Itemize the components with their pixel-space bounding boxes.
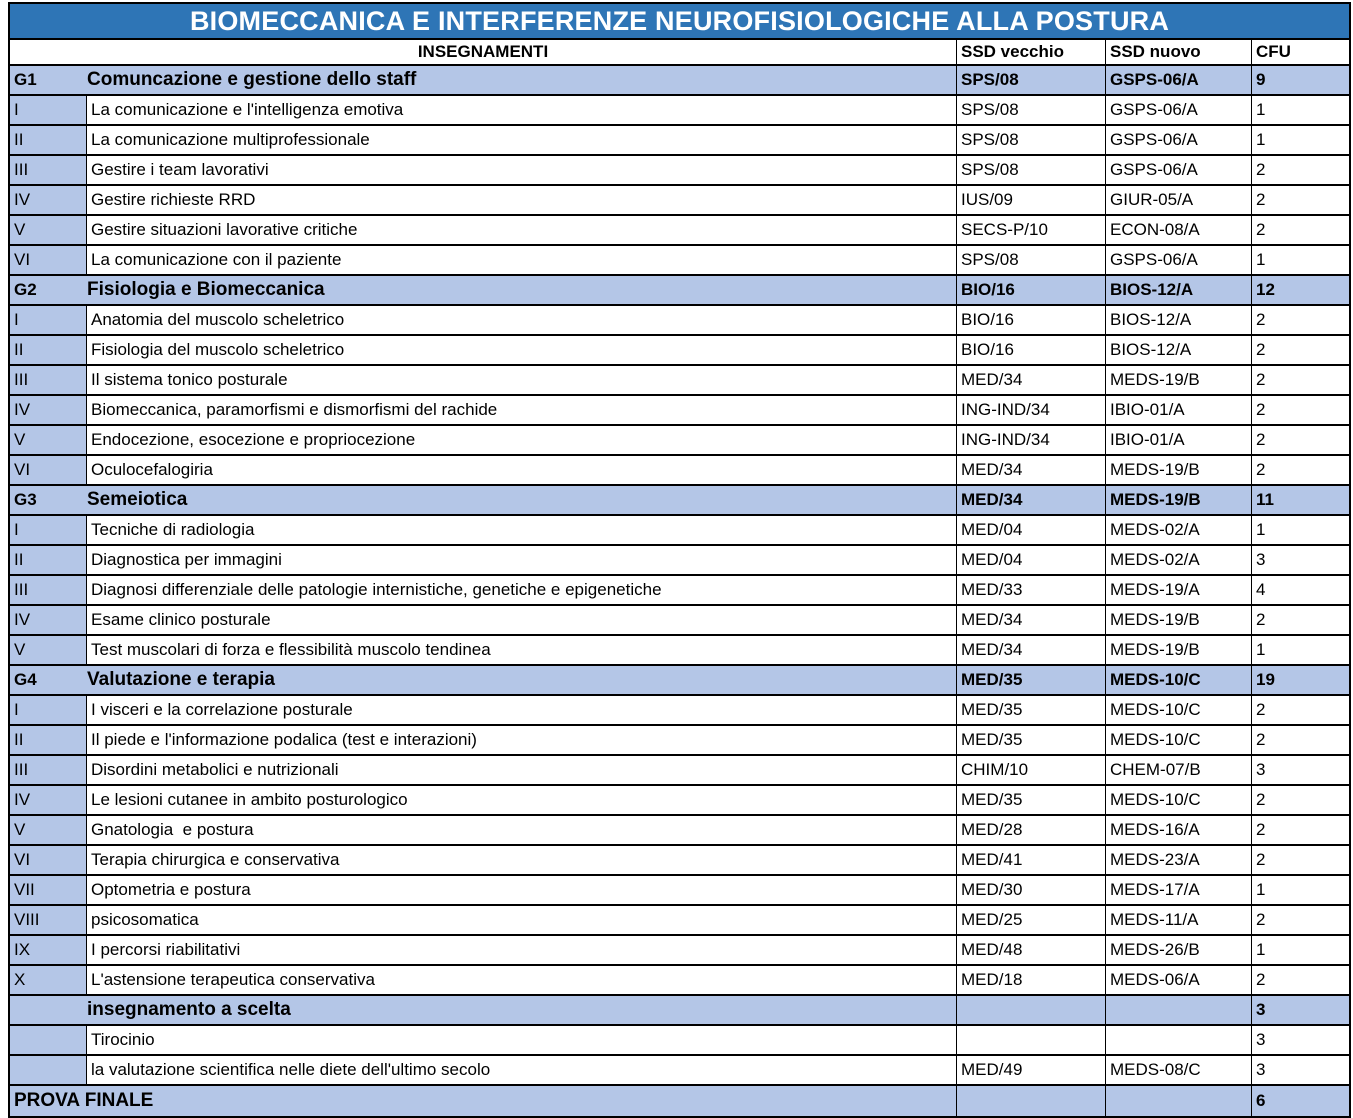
table-row-item-IV <box>10 786 1349 816</box>
ssd-nuovo-cell: MEDS-26/B <box>1106 936 1252 964</box>
ssd-nuovo-cell: MEDS-10/C <box>1106 726 1252 754</box>
course-name-cell: Test muscolari di forza e flessibilità muscolo tendinea <box>87 636 957 664</box>
ssd-nuovo-cell: MEDS-10/C <box>1106 696 1252 724</box>
row-id-cell: III <box>10 156 87 184</box>
course-name-cell: Tecniche di radiologia <box>87 516 957 544</box>
merged-name-cell <box>10 666 957 694</box>
row-id-cell: I <box>10 516 87 544</box>
ssd-vecchio-cell: MED/49 <box>957 1056 1106 1084</box>
ssd-nuovo-cell: GSPS-06/A <box>1106 246 1252 274</box>
ssd-vecchio-cell: MED/04 <box>957 516 1106 544</box>
course-name-cell: Gestire richieste RRD <box>87 186 957 214</box>
cfu-cell: 1 <box>1256 640 1266 659</box>
ssd-vecchio-cell <box>957 1086 1106 1116</box>
cfu-cell: 1 <box>1256 940 1266 959</box>
ssd-nuovo-cell: MEDS-19/B <box>1106 366 1252 394</box>
cfu-cell: 2 <box>1256 310 1266 329</box>
ssd-nuovo-cell: GSPS-06/A <box>1106 156 1252 184</box>
table-row-item-VI <box>10 246 1349 276</box>
course-name-cell: Esame clinico posturale <box>87 606 957 634</box>
row-id-cell <box>10 1056 87 1084</box>
row-id-cell: IV <box>10 786 87 814</box>
table-row-item-VII <box>10 876 1349 906</box>
cfu-cell: 11 <box>1252 486 1349 514</box>
row-id-cell: I <box>10 96 87 124</box>
course-name-cell: Endocezione, esocezione e propriocezione <box>87 426 957 454</box>
row-id-cell: I <box>10 306 87 334</box>
table-row-item-III <box>10 756 1349 786</box>
row-id-cell: III <box>10 366 87 394</box>
row-id-cell: IV <box>10 606 87 634</box>
ssd-vecchio-cell: SECS-P/10 <box>957 216 1106 244</box>
ssd-vecchio-cell: MED/18 <box>957 966 1106 994</box>
ssd-vecchio-cell: CHIM/10 <box>957 756 1106 784</box>
ssd-vecchio-cell: MED/35 <box>957 666 1106 694</box>
ssd-vecchio-cell: MED/35 <box>957 726 1106 754</box>
group-name-label: Valutazione e terapia <box>87 669 275 690</box>
ssd-vecchio-cell: ING-IND/34 <box>957 396 1106 424</box>
table-row-item-II <box>10 726 1349 756</box>
ssd-vecchio-cell: SPS/08 <box>957 246 1106 274</box>
table-row-item-I <box>10 516 1349 546</box>
course-name-cell: I percorsi riabilitativi <box>87 936 957 964</box>
table-row-item-V <box>10 636 1349 666</box>
ssd-vecchio-cell: SPS/08 <box>957 126 1106 154</box>
cfu-cell: 2 <box>1256 460 1266 479</box>
cfu-cell: 2 <box>1256 370 1266 389</box>
row-id-cell: VII <box>10 876 87 904</box>
cfu-cell: 3 <box>1252 996 1349 1024</box>
table-row-item-IV <box>10 396 1349 426</box>
ssd-nuovo-cell: GSPS-06/A <box>1106 96 1252 124</box>
row-id-cell: V <box>10 426 87 454</box>
table-row-group-G2 <box>10 276 1349 306</box>
ssd-vecchio-cell: SPS/08 <box>957 66 1106 94</box>
header-ssd-nuovo: SSD nuovo <box>1106 40 1252 64</box>
row-id-cell: III <box>10 576 87 604</box>
row-id-cell: X <box>10 966 87 994</box>
ssd-nuovo-cell: MEDS-11/A <box>1106 906 1252 934</box>
ssd-vecchio-cell: BIO/16 <box>957 306 1106 334</box>
ssd-nuovo-cell: BIOS-12/A <box>1106 276 1252 304</box>
ssd-nuovo-cell: MEDS-08/C <box>1106 1056 1252 1084</box>
cfu-cell: 2 <box>1256 340 1266 359</box>
ssd-nuovo-cell: GSPS-06/A <box>1106 66 1252 94</box>
row-id-cell: V <box>10 636 87 664</box>
cfu-cell: 2 <box>1256 160 1266 179</box>
cfu-cell: 2 <box>1256 610 1266 629</box>
row-id-cell: VI <box>10 246 87 274</box>
table-row-item-VI <box>10 456 1349 486</box>
course-name-cell: Gestire i team lavorativi <box>87 156 957 184</box>
ssd-vecchio-cell: MED/35 <box>957 786 1106 814</box>
ssd-vecchio-cell: MED/34 <box>957 366 1106 394</box>
group-name-label: PROVA FINALE <box>14 1090 154 1111</box>
table-row-item <box>10 1056 1349 1086</box>
ssd-vecchio-cell: SPS/08 <box>957 96 1106 124</box>
table-row-item-I <box>10 96 1349 126</box>
cfu-cell: 19 <box>1252 666 1349 694</box>
group-id-label: G2 <box>14 280 37 299</box>
ssd-nuovo-cell: BIOS-12/A <box>1106 306 1252 334</box>
table-row-item-V <box>10 216 1349 246</box>
course-name-cell: Le lesioni cutanee in ambito posturologico <box>87 786 957 814</box>
ssd-vecchio-cell: MED/34 <box>957 486 1106 514</box>
row-id-cell: II <box>10 726 87 754</box>
course-name-cell: Gestire situazioni lavorative critiche <box>87 216 957 244</box>
row-id-cell: I <box>10 696 87 724</box>
table-row-group-G4 <box>10 666 1349 696</box>
row-id-cell: IV <box>10 396 87 424</box>
table-row-item-III <box>10 156 1349 186</box>
ssd-nuovo-cell: MEDS-10/C <box>1106 666 1252 694</box>
course-name-cell: Il sistema tonico posturale <box>87 366 957 394</box>
cfu-cell: 3 <box>1256 550 1266 569</box>
ssd-nuovo-cell: MEDS-19/A <box>1106 576 1252 604</box>
table-row-item-I <box>10 696 1349 726</box>
cfu-cell: 3 <box>1256 1030 1266 1049</box>
ssd-nuovo-cell: MEDS-19/B <box>1106 606 1252 634</box>
cfu-cell: 2 <box>1256 400 1266 419</box>
row-id-cell: III <box>10 756 87 784</box>
ssd-nuovo-cell: MEDS-19/B <box>1106 486 1252 514</box>
course-name-cell: Gnatologia e postura <box>87 816 957 844</box>
ssd-vecchio-cell: ING-IND/34 <box>957 426 1106 454</box>
row-id-cell: V <box>10 816 87 844</box>
ssd-vecchio-cell: MED/48 <box>957 936 1106 964</box>
course-name-cell: Optometria e postura <box>87 876 957 904</box>
table-row-item-V <box>10 816 1349 846</box>
course-table <box>8 2 1351 1118</box>
ssd-nuovo-cell: MEDS-16/A <box>1106 816 1252 844</box>
ssd-nuovo-cell: MEDS-19/B <box>1106 456 1252 484</box>
cfu-cell: 9 <box>1252 66 1349 94</box>
table-row-item-VI <box>10 846 1349 876</box>
cfu-cell: 2 <box>1256 730 1266 749</box>
page-title: BIOMECCANICA E INTERFERENZE NEUROFISIOLOGICHE ALLA POSTURA <box>10 4 1349 40</box>
course-name-cell: I visceri e la correlazione posturale <box>87 696 957 724</box>
row-id-cell: V <box>10 216 87 244</box>
cfu-cell: 12 <box>1252 276 1349 304</box>
ssd-nuovo-cell: MEDS-23/A <box>1106 846 1252 874</box>
course-name-cell: Oculocefalogiria <box>87 456 957 484</box>
row-id-cell: IX <box>10 936 87 964</box>
ssd-nuovo-cell: GSPS-06/A <box>1106 126 1252 154</box>
group-id-label: G4 <box>14 670 37 689</box>
ssd-nuovo-cell <box>1106 1026 1252 1054</box>
course-name-cell: Anatomia del muscolo scheletrico <box>87 306 957 334</box>
course-name-cell: Il piede e l'informazione podalica (test e interazioni) <box>87 726 957 754</box>
ssd-vecchio-cell: BIO/16 <box>957 276 1106 304</box>
ssd-nuovo-cell: MEDS-06/A <box>1106 966 1252 994</box>
course-name-cell: Biomeccanica, paramorfismi e dismorfismi del rachide <box>87 396 957 424</box>
table-row-item <box>10 1026 1349 1056</box>
merged-name-cell <box>10 1086 957 1116</box>
row-id-cell: IV <box>10 186 87 214</box>
table-row-final <box>10 1086 1349 1116</box>
ssd-nuovo-cell: BIOS-12/A <box>1106 336 1252 364</box>
ssd-vecchio-cell: SPS/08 <box>957 156 1106 184</box>
course-name-cell: Disordini metabolici e nutrizionali <box>87 756 957 784</box>
group-name-label: Comuncazione e gestione dello staff <box>87 69 417 90</box>
cfu-cell: 3 <box>1256 1060 1266 1079</box>
group-name-label: Fisiologia e Biomeccanica <box>87 279 325 300</box>
header-ssd-vecchio: SSD vecchio <box>957 40 1106 64</box>
course-name-cell: La comunicazione e l'intelligenza emotiva <box>87 96 957 124</box>
cfu-cell: 3 <box>1256 760 1266 779</box>
table-row-group-G3 <box>10 486 1349 516</box>
table-row-item-II <box>10 336 1349 366</box>
table-row-item-III <box>10 366 1349 396</box>
cfu-cell: 2 <box>1256 220 1266 239</box>
row-id-cell: VI <box>10 846 87 874</box>
table-row-item-X <box>10 966 1349 996</box>
course-name-cell: Diagnostica per immagini <box>87 546 957 574</box>
group-id-label: G3 <box>14 490 37 509</box>
course-name-cell: L'astensione terapeutica conservativa <box>87 966 957 994</box>
row-id-cell: VIII <box>10 906 87 934</box>
ssd-vecchio-cell: MED/41 <box>957 846 1106 874</box>
group-id-label: G1 <box>14 70 37 89</box>
merged-name-cell <box>10 996 957 1024</box>
ssd-nuovo-cell: MEDS-19/B <box>1106 636 1252 664</box>
ssd-vecchio-cell <box>957 996 1106 1024</box>
ssd-nuovo-cell: CHEM-07/B <box>1106 756 1252 784</box>
table-body <box>10 66 1349 1116</box>
ssd-vecchio-cell: MED/25 <box>957 906 1106 934</box>
ssd-nuovo-cell: MEDS-10/C <box>1106 786 1252 814</box>
group-name-label: Semeiotica <box>87 489 188 510</box>
header-row <box>10 40 1349 66</box>
cfu-cell: 2 <box>1256 820 1266 839</box>
table-row-choice <box>10 996 1349 1026</box>
ssd-nuovo-cell: GIUR-05/A <box>1106 186 1252 214</box>
merged-name-cell <box>10 486 957 514</box>
merged-name-cell <box>10 66 957 94</box>
row-id-cell: II <box>10 336 87 364</box>
table-row-item-I <box>10 306 1349 336</box>
ssd-nuovo-cell <box>1106 996 1252 1024</box>
course-name-cell: La comunicazione con il paziente <box>87 246 957 274</box>
table-row-item-II <box>10 126 1349 156</box>
ssd-nuovo-cell: ECON-08/A <box>1106 216 1252 244</box>
table-row-item-IV <box>10 186 1349 216</box>
group-name-label: insegnamento a scelta <box>87 999 291 1020</box>
course-name-cell: Diagnosi differenziale delle patologie internistiche, genetiche e epigenetiche <box>87 576 957 604</box>
ssd-vecchio-cell: MED/34 <box>957 606 1106 634</box>
table-row-item-II <box>10 546 1349 576</box>
table-row-item-VIII <box>10 906 1349 936</box>
cfu-cell: 1 <box>1256 520 1266 539</box>
row-id-cell: II <box>10 546 87 574</box>
table-row-group-G1 <box>10 66 1349 96</box>
ssd-nuovo-cell: MEDS-02/A <box>1106 546 1252 574</box>
ssd-vecchio-cell: MED/34 <box>957 636 1106 664</box>
ssd-vecchio-cell: MED/04 <box>957 546 1106 574</box>
ssd-nuovo-cell: IBIO-01/A <box>1106 426 1252 454</box>
course-name-cell: la valutazione scientifica nelle diete dell'ultimo secolo <box>87 1056 957 1084</box>
ssd-nuovo-cell: IBIO-01/A <box>1106 396 1252 424</box>
ssd-vecchio-cell: IUS/09 <box>957 186 1106 214</box>
ssd-nuovo-cell <box>1106 1086 1252 1116</box>
ssd-vecchio-cell: BIO/16 <box>957 336 1106 364</box>
cfu-cell: 2 <box>1256 970 1266 989</box>
cfu-cell: 1 <box>1256 130 1266 149</box>
ssd-nuovo-cell: MEDS-17/A <box>1106 876 1252 904</box>
row-id-cell: VI <box>10 456 87 484</box>
merged-name-cell <box>10 276 957 304</box>
ssd-vecchio-cell: MED/34 <box>957 456 1106 484</box>
cfu-cell: 2 <box>1256 430 1266 449</box>
header-cfu: CFU <box>1256 42 1291 61</box>
ssd-vecchio-cell: MED/28 <box>957 816 1106 844</box>
cfu-cell: 1 <box>1256 250 1266 269</box>
ssd-vecchio-cell: MED/33 <box>957 576 1106 604</box>
course-name-cell: Terapia chirurgica e conservativa <box>87 846 957 874</box>
course-name-cell: La comunicazione multiprofessionale <box>87 126 957 154</box>
cfu-cell: 4 <box>1256 580 1266 599</box>
ssd-vecchio-cell: MED/30 <box>957 876 1106 904</box>
row-id-cell: II <box>10 126 87 154</box>
cfu-cell: 2 <box>1256 910 1266 929</box>
cfu-cell: 2 <box>1256 850 1266 869</box>
cfu-cell: 1 <box>1256 100 1266 119</box>
cfu-cell: 1 <box>1256 880 1266 899</box>
cfu-cell: 2 <box>1256 190 1266 209</box>
cfu-cell: 2 <box>1256 700 1266 719</box>
table-row-item-V <box>10 426 1349 456</box>
table-row-item-III <box>10 576 1349 606</box>
ssd-nuovo-cell: MEDS-02/A <box>1106 516 1252 544</box>
table-row-item-IX <box>10 936 1349 966</box>
course-name-cell: Fisiologia del muscolo scheletrico <box>87 336 957 364</box>
cfu-cell: 2 <box>1256 790 1266 809</box>
ssd-vecchio-cell: MED/35 <box>957 696 1106 724</box>
ssd-vecchio-cell <box>957 1026 1106 1054</box>
cfu-cell: 6 <box>1252 1086 1349 1116</box>
row-id-cell <box>10 1026 87 1054</box>
table-row-item-IV <box>10 606 1349 636</box>
course-name-cell: psicosomatica <box>87 906 957 934</box>
header-insegnamenti: INSEGNAMENTI <box>10 40 957 64</box>
course-name-cell: Tirocinio <box>87 1026 957 1054</box>
